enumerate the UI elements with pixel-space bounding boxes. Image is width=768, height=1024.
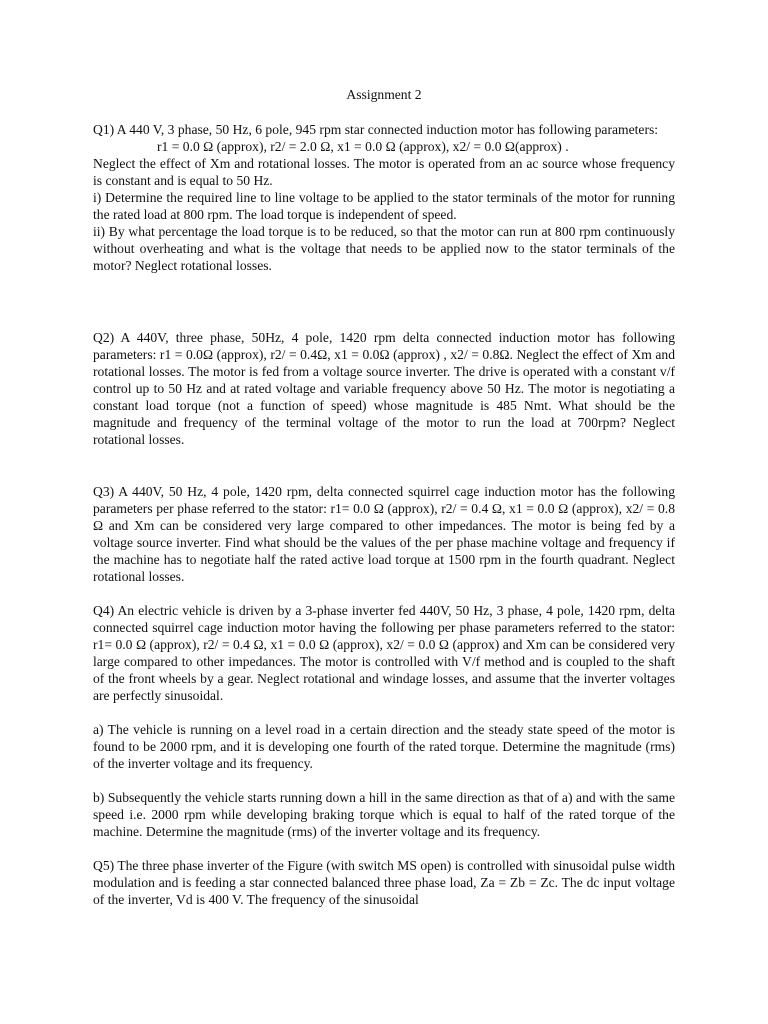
- spacer: [93, 448, 675, 483]
- q5-text: Q5) The three phase inverter of the Figure (with switch MS open) is controlled with sinusoidal pulse width modulation and is feeding a star connected balanced three phase load, Za = Zb = Zc. The dc input voltage of the inverter, Vd is 400 V. The frequency of the sinusoidal: [93, 858, 675, 907]
- q1-part-i: i) Determine the required line to line voltage to be applied to the stator terminals of the motor for running the rated load at 800 rpm. The load torque is independent of speed.: [93, 190, 675, 222]
- q1-intro: Q1) A 440 V, 3 phase, 50 Hz, 6 pole, 945 rpm star connected induction motor has following parameters:: [93, 122, 659, 137]
- q2-text: Q2) A 440V, three phase, 50Hz, 4 pole, 1420 rpm delta connected induction motor has following parameters: r1 = 0.0Ω (approx), r2/ = 0.4Ω, x1 = 0.0Ω (approx) , x2/ = 0.8Ω. Neglect the effect of Xm and rotational losses. The motor is fed from a voltage source inverter. The drive is operated with a constant v/f control up to 50 Hz and at rated voltage and variable frequency above 50 Hz. The motor is negotiating a constant load torque (not a function of speed) whose magnitude is 485 Nmt. What should be the magnitude and frequency of the terminal voltage of the motor to run the load at 700rpm? Neglect rotational losses.: [93, 330, 675, 447]
- q4-part-b: b) Subsequently the vehicle starts running down a hill in the same direction as that of a) and with the same speed i.e. 2000 rpm while developing braking torque which is equal to half of the rated torque of the machine. Determine the magnitude (rms) of the inverter voltage and its frequency.: [93, 790, 675, 839]
- q3-text: Q3) A 440V, 50 Hz, 4 pole, 1420 rpm, delta connected squirrel cage induction motor has the following parameters per phase referred to the stator: r1= 0.0 Ω (approx), r2/ = 0.4 Ω, x1 = 0.0 Ω (approx), x2/ = 0.8 Ω and Xm can be considered very large compared to other impedances. The motor is being fed by a voltage source inverter. Find what should be the values of the per phase machine voltage and frequency if the machine has to negotiate half the rated active load torque at 1500 rpm in the fourth quadrant. Neglect rotational losses.: [93, 484, 675, 584]
- q4-part-a: a) The vehicle is running on a level road in a certain direction and the steady state speed of the motor is found to be 2000 rpm, and it is developing one fourth of the rated torque. Determine the magnitude (rms) of the inverter voltage and its frequency.: [93, 722, 675, 771]
- spacer: [93, 772, 675, 789]
- q4-text: Q4) An electric vehicle is driven by a 3-phase inverter fed 440V, 50 Hz, 3 phase, 4 pole, 1420 rpm, delta connected squirrel cage induction motor having the following per phase parameters referred to the stator: r1= 0.0 Ω (approx), r2/ = 0.4 Ω, x1 = 0.0 Ω (approx), x2/ = 0.0 Ω (approx) and Xm can be considered very large compared to other impedances. The motor is controlled with V/f method and is coupled to the shaft of the front wheels by a gear. Neglect rotational and windage losses, and assume that the inverter voltages are perfectly sinusoidal.: [93, 603, 675, 703]
- spacer: [93, 274, 675, 329]
- q1-neglect: Neglect the effect of Xm and rotational losses. The motor is operated from an ac source whose frequency is constant and is equal to 50 Hz.: [93, 156, 675, 188]
- q1-part-ii: ii) By what percentage the load torque is to be reduced, so that the motor can run at 800 rpm continuously without overheating and what is the voltage that needs to be applied now to the stator terminals of the motor? Neglect rotational losses.: [93, 224, 675, 273]
- spacer: [93, 585, 675, 602]
- spacer: [93, 840, 675, 857]
- spacer: [93, 704, 675, 721]
- document-page: [93, 86, 675, 908]
- page-title: Assignment 2: [346, 87, 422, 102]
- q1-params: r1 = 0.0 Ω (approx), r2/ = 2.0 Ω, x1 = 0.0 Ω (approx), x2/ = 0.0 Ω(approx) .: [157, 139, 569, 154]
